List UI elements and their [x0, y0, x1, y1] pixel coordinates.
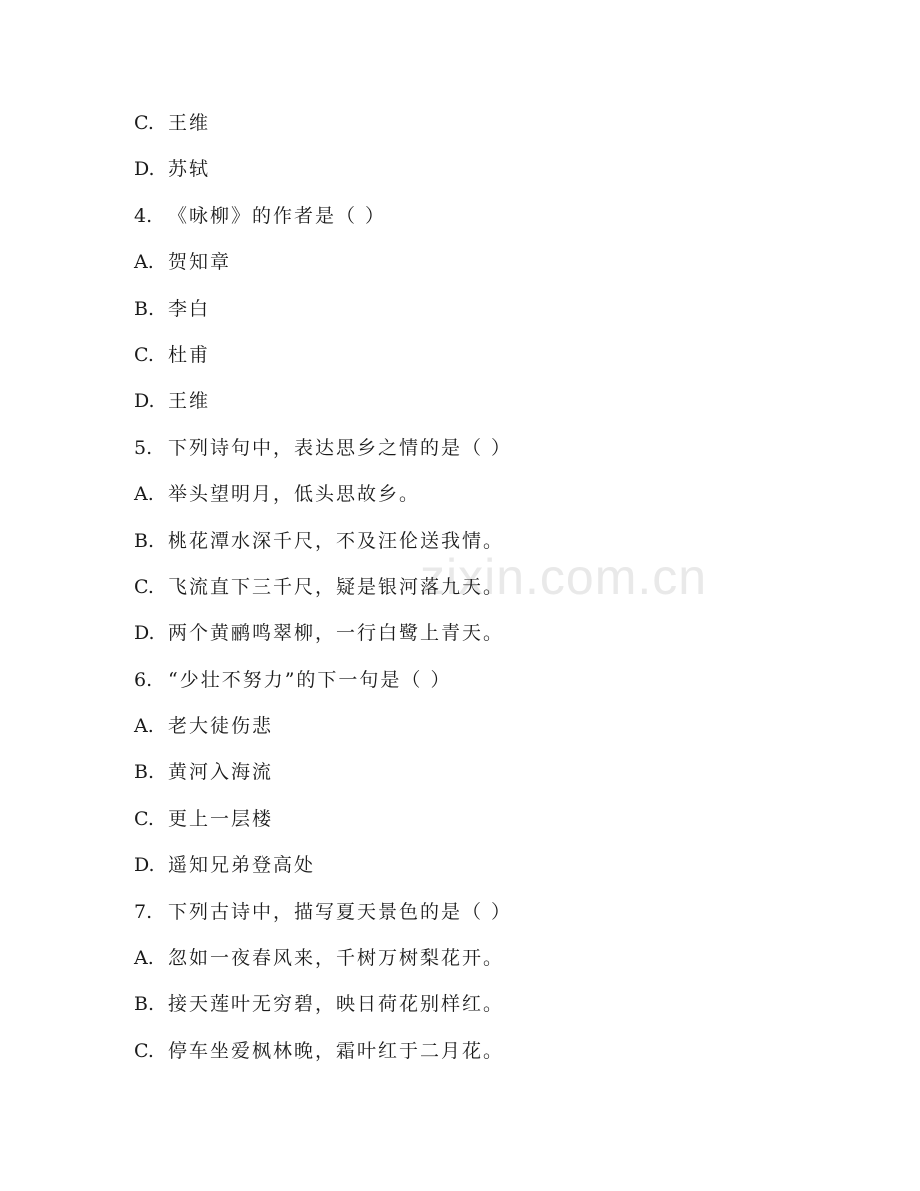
item-label: C. [134, 343, 154, 366]
question-list [134, 106, 854, 1080]
item-label: B. [134, 993, 155, 1016]
list-item [134, 338, 854, 384]
question-5 [134, 431, 854, 477]
item-text: 举头望明月，低头思故乡。 [168, 483, 421, 506]
item-text: 遥知兄弟登高处 [168, 854, 316, 877]
item-label: D. [134, 390, 155, 413]
list-item [134, 152, 854, 198]
item-label: C. [134, 575, 154, 598]
item-text: 苏轼 [168, 158, 211, 181]
item-text: 黄河入海流 [168, 761, 274, 784]
question-number: 4. [134, 204, 153, 227]
item-text: 老大徒伤悲 [168, 715, 274, 738]
question-number: 5. [134, 436, 153, 459]
question-number: 6. [134, 668, 153, 691]
item-text: 更上一层楼 [168, 807, 274, 830]
list-item [134, 477, 854, 523]
list-item [134, 524, 854, 570]
item-text: 飞流直下三千尺，疑是银河落九天。 [168, 575, 505, 598]
item-label: A. [134, 715, 154, 738]
list-item [134, 616, 854, 662]
question-4 [134, 199, 854, 245]
list-item [134, 570, 854, 616]
question-7 [134, 895, 854, 941]
item-label: C. [134, 1039, 154, 1062]
watermark: zixin.com.cn [420, 549, 708, 605]
item-label: B. [134, 761, 155, 784]
item-label: A. [134, 251, 154, 274]
list-item [134, 987, 854, 1033]
list-item [134, 755, 854, 801]
item-text: 王维 [168, 390, 211, 413]
item-text: 桃花潭水深千尺，不及汪伦送我情。 [168, 529, 505, 552]
list-item [134, 1034, 854, 1080]
item-text: 忽如一夜春风来，千树万树梨花开。 [168, 947, 505, 970]
item-label: D. [134, 854, 155, 877]
list-item [134, 802, 854, 848]
item-text: 接天莲叶无穷碧，映日荷花别样红。 [168, 993, 505, 1016]
item-label: D. [134, 622, 155, 645]
item-label: B. [134, 297, 155, 320]
item-text: 李白 [168, 297, 211, 320]
item-text: 停车坐爱枫林晚，霜叶红于二月花。 [168, 1039, 505, 1062]
question-6 [134, 663, 854, 709]
question-text: “少壮不努力”的下一句是（ ） [168, 668, 452, 691]
list-item [134, 941, 854, 987]
item-label: C. [134, 807, 154, 830]
question-number: 7. [134, 900, 153, 923]
list-item [134, 106, 854, 152]
list-item [134, 384, 854, 430]
item-label: D. [134, 158, 155, 181]
question-text: 下列诗句中，表达思乡之情的是（ ） [168, 436, 513, 459]
item-label: B. [134, 529, 155, 552]
list-item [134, 848, 854, 894]
list-item [134, 245, 854, 291]
list-item [134, 709, 854, 755]
question-text: 下列古诗中，描写夏天景色的是（ ） [168, 900, 513, 923]
item-label: A. [134, 483, 154, 506]
item-text: 杜甫 [168, 343, 211, 366]
item-text: 贺知章 [168, 251, 232, 274]
item-label: A. [134, 947, 154, 970]
question-text: 《咏柳》的作者是（ ） [168, 204, 387, 227]
item-text: 两个黄鹂鸣翠柳，一行白鹭上青天。 [168, 622, 505, 645]
list-item [134, 292, 854, 338]
item-text: 王维 [168, 112, 211, 134]
item-label: C. [134, 112, 154, 134]
